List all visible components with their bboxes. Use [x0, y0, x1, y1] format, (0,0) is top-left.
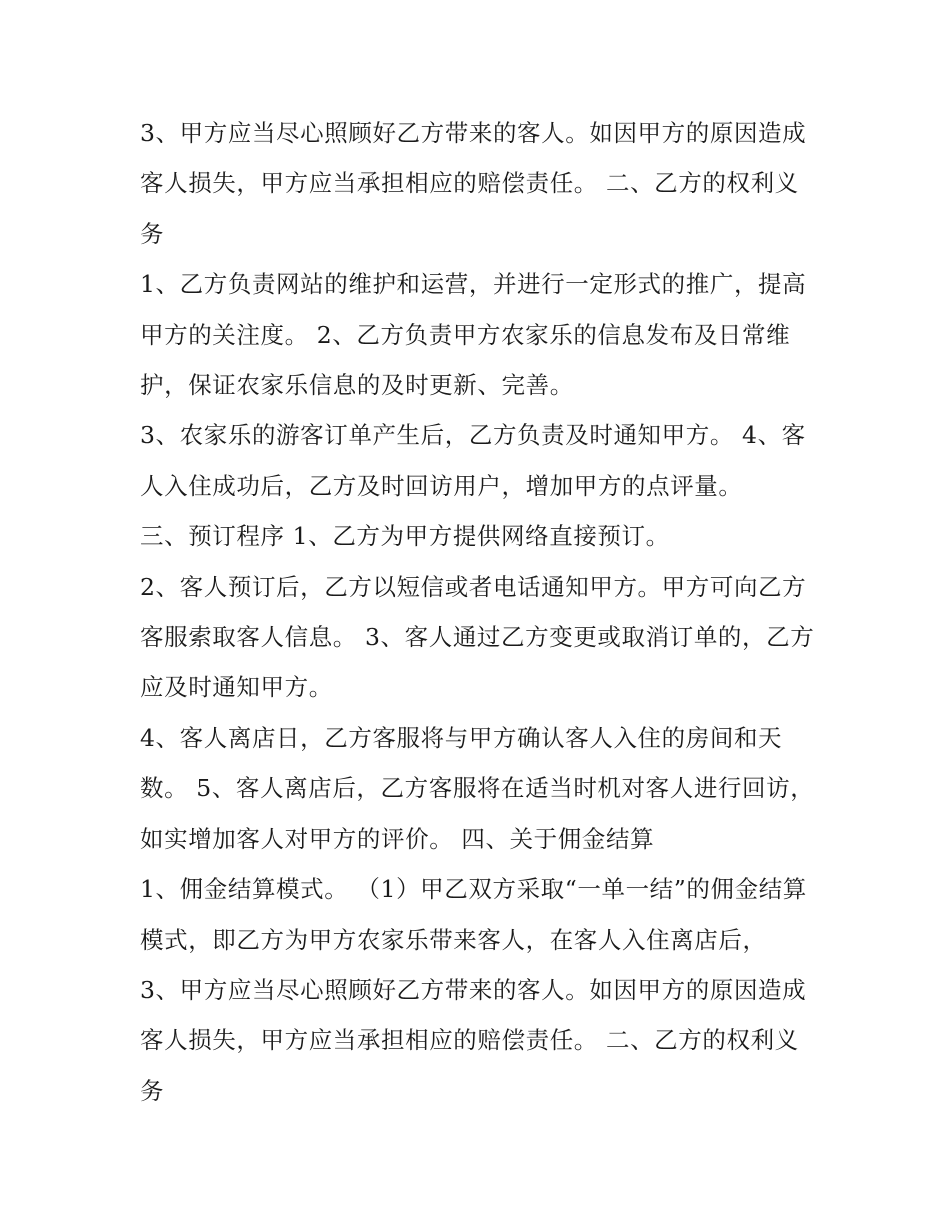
paragraph-6: 4、客人离店日，乙方客服将与甲方确认客人入住的房间和天数。 5、客人离店后，乙方客服将在适当时机对客人进行回访，如实增加客人对甲方的评价。 四、关于佣金结算	[140, 723, 815, 853]
paragraph-1: 3、甲方应当尽心照顾好乙方带来的客人。如因甲方的原因造成客人损失，甲方应当承担相应的赔偿责任。 二、乙方的权利义务	[140, 119, 807, 248]
paragraph-4: 三、预订程序 1、乙方为甲方提供网络直接预订。	[140, 522, 670, 551]
paragraph-3: 3、农家乐的游客订单产生后，乙方负责及时通知甲方。 4、客人入住成功后，乙方及时回访用户，增加甲方的点评量。	[140, 421, 806, 500]
paragraph-5: 2、客人预订后，乙方以短信或者电话通知甲方。甲方可向乙方客服索取客人信息。 3、客人通过乙方变更或取消订单的，乙方应及时通知甲方。	[140, 572, 815, 702]
paragraph-7: 1、佣金结算模式。 （1）甲乙双方采取“一单一结”的佣金结算模式，即乙方为甲方农家乐带来客人，在客人入住离店后，	[140, 875, 807, 954]
paragraph-8: 3、甲方应当尽心照顾好乙方带来的客人。如因甲方的原因造成客人损失，甲方应当承担相应的赔偿责任。 二、乙方的权利义务	[140, 975, 807, 1105]
document-body	[140, 108, 820, 1116]
paragraph-2: 1、乙方负责网站的维护和运营，并进行一定形式的推广，提高甲方的关注度。 2、乙方负责甲方农家乐的信息发布及日常维护，保证农家乐信息的及时更新、完善。	[140, 270, 807, 400]
